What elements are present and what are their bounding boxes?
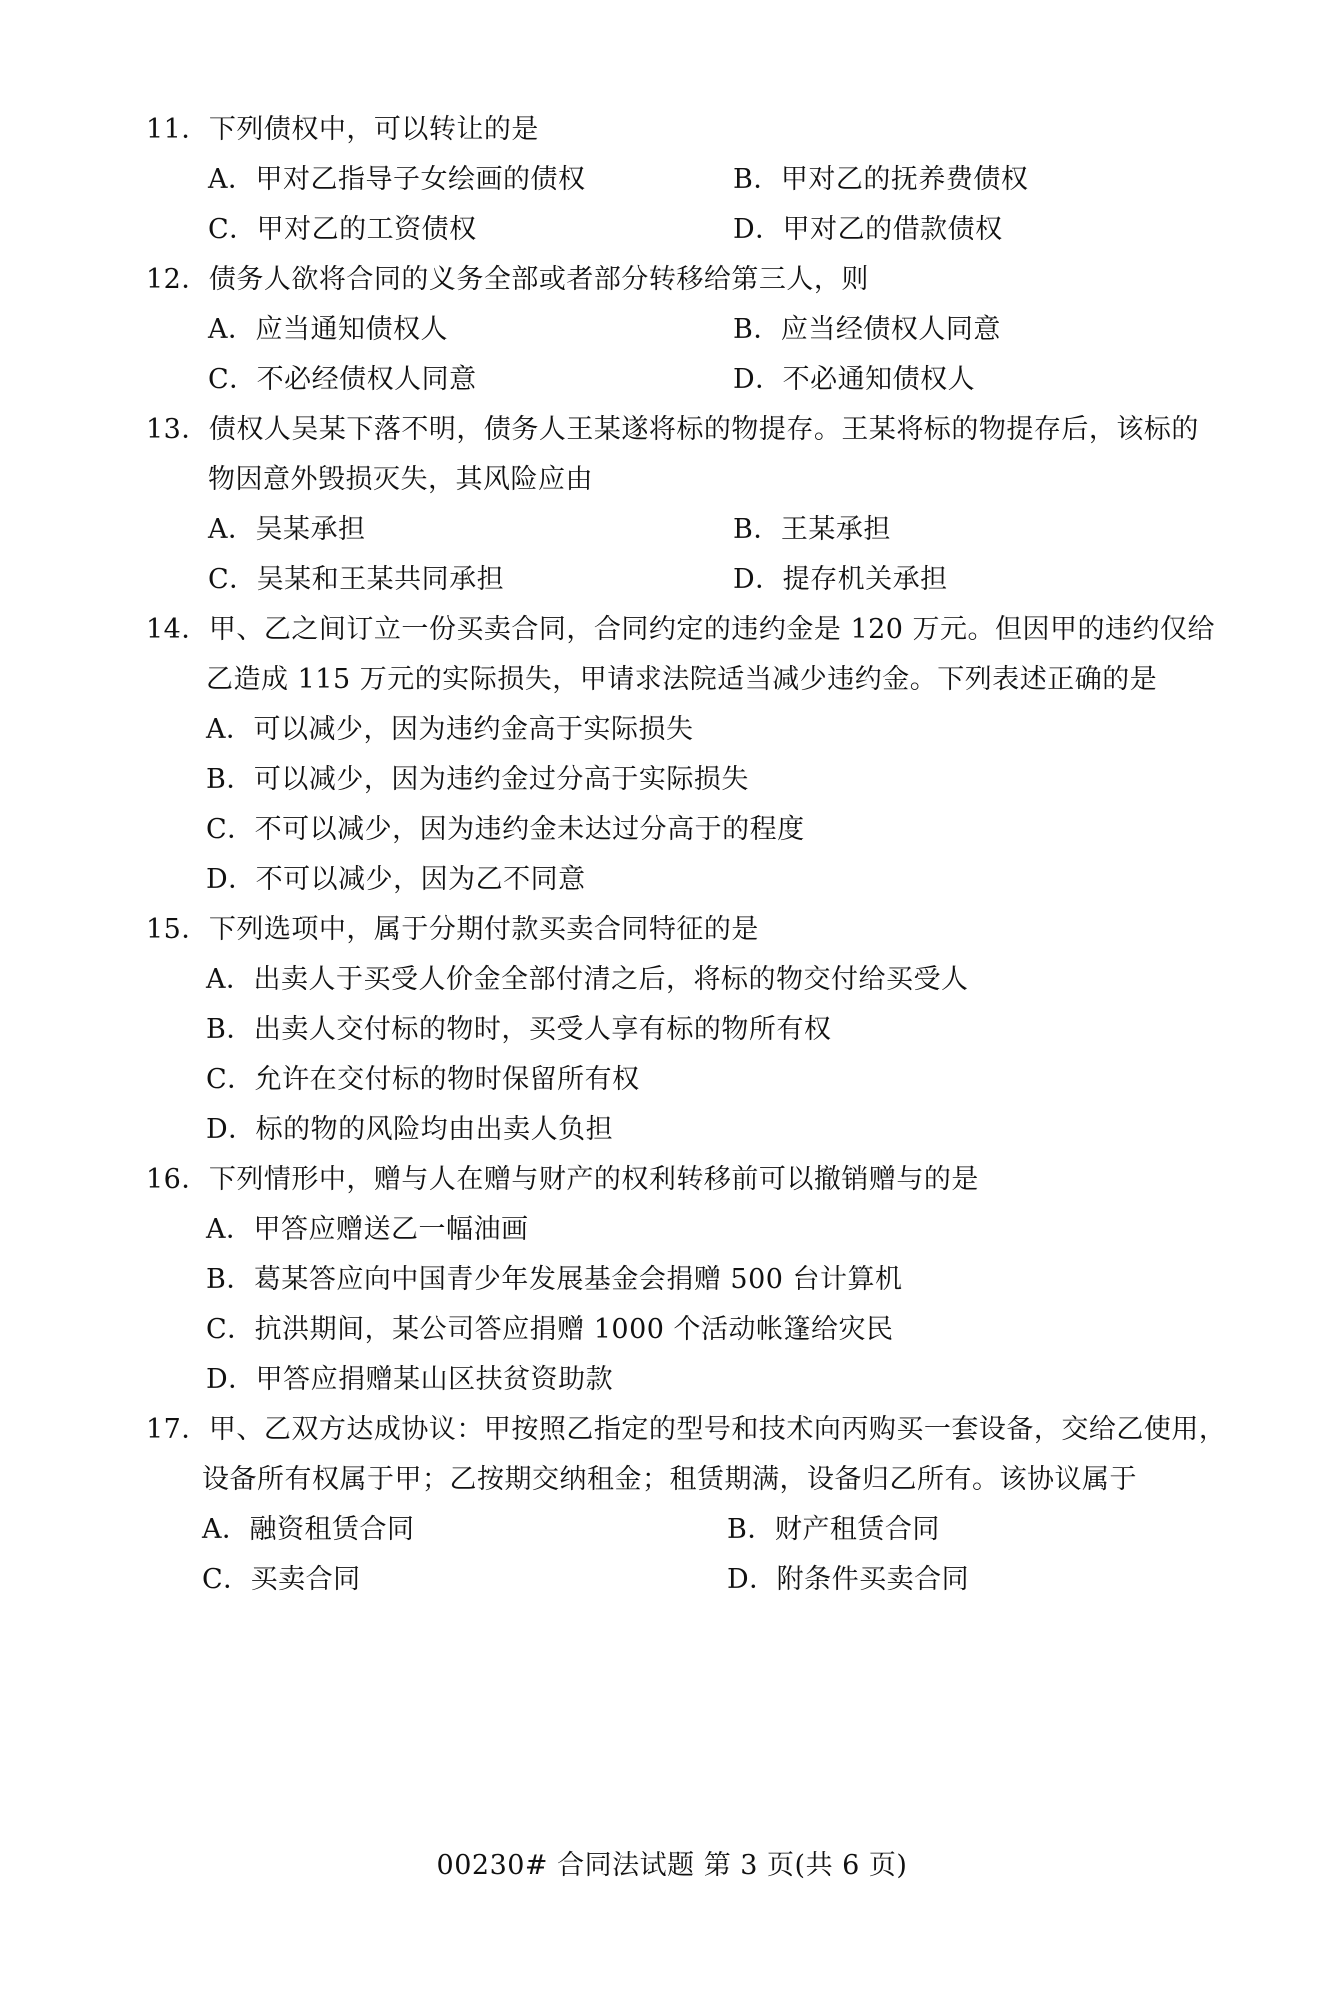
question-16-option-c: C．抗洪期间，某公司答应捐赠 1000 个活动帐篷给灾民 [206,1314,894,1345]
question-16-stem: 16．下列情形中，赠与人在赠与财产的权利转移前可以撤销赠与的是 [146,1164,979,1195]
question-15-option-a: A．出卖人于买受人价金全部付清之后，将标的物交付给买受人 [206,964,969,995]
question-14-option-a: A．可以减少，因为违约金高于实际损失 [206,714,694,745]
question-17-stem: 17．甲、乙双方达成协议：甲按照乙指定的型号和技术向丙购买一套设备，交给乙使用， [146,1414,1227,1445]
question-17-option-d: D．附条件买卖合同 [727,1564,970,1595]
question-12-option-a: A．应当通知债权人 [208,314,448,345]
question-14-option-d: D．不可以减少，因为乙不同意 [206,864,586,895]
question-17-option-c: C．买卖合同 [202,1564,361,1595]
question-11-option-d: D．甲对乙的借款债权 [733,214,1003,245]
question-13-option-c: C．吴某和王某共同承担 [208,564,505,595]
question-16-option-b: B．葛某答应向中国青少年发展基金会捐赠 500 台计算机 [206,1264,903,1295]
question-13-stem-continued: 物因意外毁损灭失，其风险应由 [208,464,593,495]
question-11-option-b: B．甲对乙的抚养费债权 [733,164,1029,195]
question-12-option-b: B．应当经债权人同意 [733,314,1001,345]
question-12-option-c: C．不必经债权人同意 [208,364,477,395]
question-17-option-a: A．融资租赁合同 [202,1514,415,1545]
question-11-option-c: C．甲对乙的工资债权 [208,214,477,245]
question-14-option-b: B．可以减少，因为违约金过分高于实际损失 [206,764,749,795]
question-12-stem: 12．债务人欲将合同的义务全部或者部分转移给第三人，则 [146,264,869,295]
question-15-option-d: D．标的物的风险均由出卖人负担 [206,1114,614,1145]
question-13-option-b: B．王某承担 [733,514,891,545]
question-14-option-c: C．不可以减少，因为违约金未达过分高于的程度 [206,814,805,845]
question-15-stem: 15．下列选项中，属于分期付款买卖合同特征的是 [146,914,759,945]
question-16-option-d: D．甲答应捐赠某山区扶贫资助款 [206,1364,614,1395]
question-13-option-a: A．吴某承担 [208,514,366,545]
question-17-stem-continued: 设备所有权属于甲；乙按期交纳租金；租赁期满，设备归乙所有。该协议属于 [202,1464,1137,1495]
question-17-option-b: B．财产租赁合同 [727,1514,940,1545]
page-footer: 00230# 合同法试题 第 3 页(共 6 页) [436,1850,908,1881]
question-15-option-b: B．出卖人交付标的物时，买受人享有标的物所有权 [206,1014,832,1045]
question-11-option-a: A．甲对乙指导子女绘画的债权 [208,164,586,195]
question-13-stem: 13．债权人吴某下落不明，债务人王某遂将标的物提存。王某将标的物提存后，该标的 [146,414,1199,445]
question-15-option-c: C．允许在交付标的物时保留所有权 [206,1064,640,1095]
question-13-option-d: D．提存机关承担 [733,564,948,595]
question-14-stem: 14．甲、乙之间订立一份买卖合同，合同约定的违约金是 120 万元。但因甲的违约仅给 [146,614,1216,645]
question-11-stem: 11．下列债权中，可以转让的是 [146,114,539,145]
question-14-stem-continued: 乙造成 115 万元的实际损失，甲请求法院适当减少违约金。下列表述正确的是 [206,664,1158,695]
question-16-option-a: A．甲答应赠送乙一幅油画 [206,1214,529,1245]
question-12-option-d: D．不必通知债权人 [733,364,976,395]
